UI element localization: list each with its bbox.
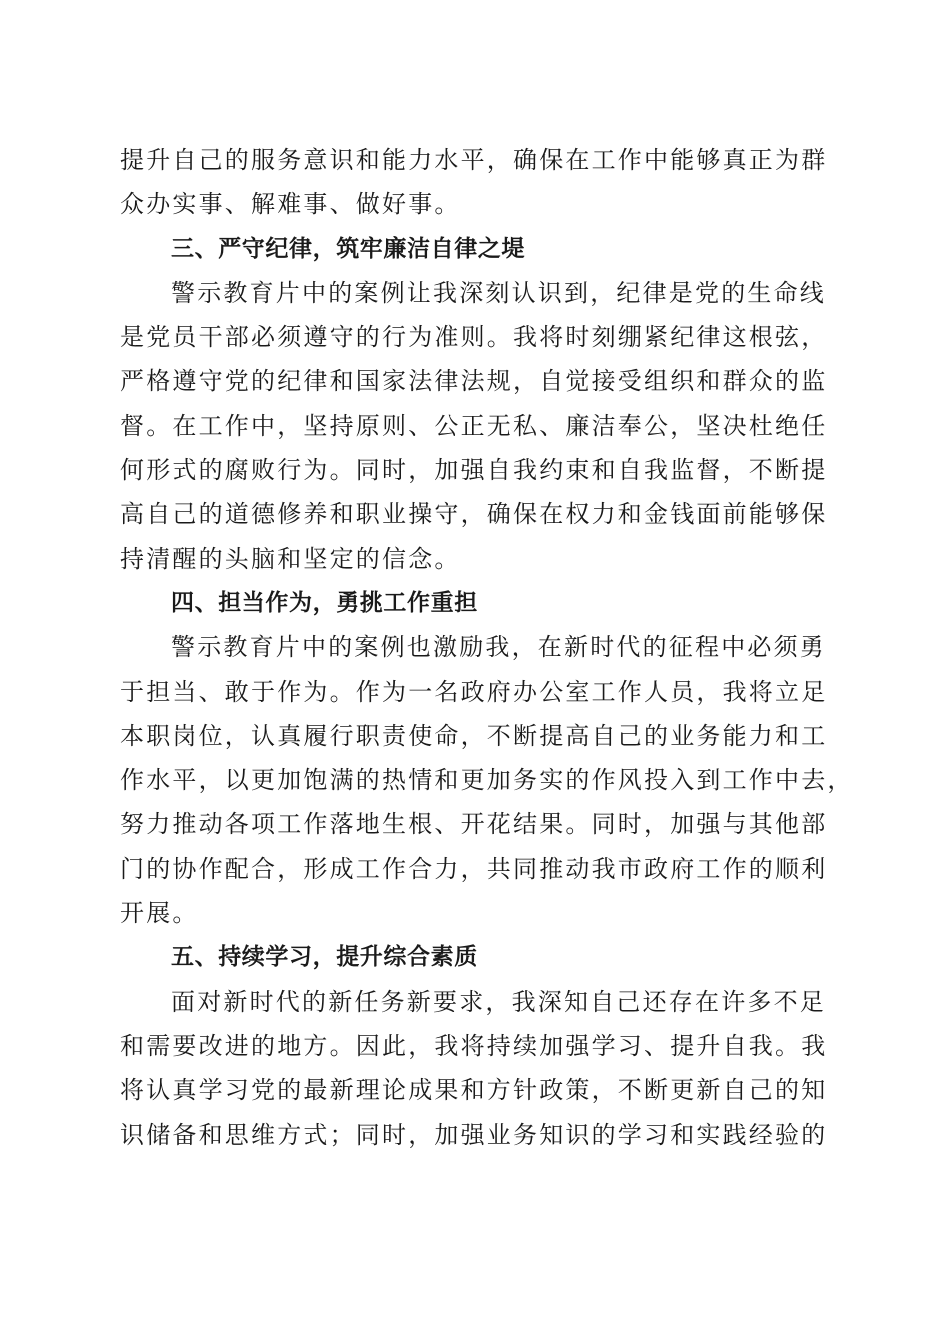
paragraph-line: 持清醒的头脑和坚定的信念。	[120, 544, 461, 573]
paragraph-line: 门的协作配合，形成工作合力，共同推动我市政府工作的顺利	[120, 854, 828, 883]
paragraph-line: 严格遵守党的纪律和国家法律法规，自觉接受组织和群众的监	[120, 367, 828, 396]
section-heading-5: 五、持续学习，提升综合素质	[171, 944, 478, 971]
paragraph-line: 何形式的腐败行为。同时，加强自我约束和自我监督，不断提	[120, 456, 828, 485]
paragraph-line: 提升自己的服务意识和能力水平，确保在工作中能够真正为群	[120, 146, 828, 174]
paragraph-line: 将认真学习党的最新理论成果和方针政策，不断更新自己的知	[120, 1076, 828, 1105]
paragraph-line: 努力推动各项工作落地生根、开花结果。同时，加强与其他部	[120, 810, 828, 839]
paragraph-line: 本职岗位，认真履行职责使命，不断提高自己的业务能力和工	[120, 721, 828, 750]
paragraph-line: 作水平，以更加饱满的热情和更加务实的作风投入到工作中去，	[120, 766, 854, 795]
paragraph-learning	[120, 980, 830, 1157]
paragraph-line: 是党员干部必须遵守的行为准则。我将时刻绷紧纪律这根弦，	[120, 323, 828, 352]
section-heading-3: 三、严守纪律，筑牢廉洁自律之堤	[171, 235, 525, 262]
paragraph-line: 识储备和思维方式；同时，加强业务知识的学习和实践经验的	[120, 1120, 828, 1149]
paragraph-line: 众办实事、解难事、做好事。	[120, 190, 461, 219]
paragraph-line: 面对新时代的新任务新要求，我深知自己还存在许多不足	[171, 987, 826, 1016]
paragraph-line: 警示教育片中的案例也激励我，在新时代的征程中必须勇	[171, 633, 826, 662]
document-page	[120, 138, 854, 1157]
paragraph-responsibility	[120, 625, 854, 935]
paragraph-continuation	[120, 138, 830, 227]
paragraph-line: 于担当、敢于作为。作为一名政府办公室工作人员，我将立足	[120, 677, 828, 706]
section-heading-4: 四、担当作为，勇挑工作重担	[171, 589, 478, 616]
paragraph-line: 和需要改进的地方。因此，我将持续加强学习、提升自我。我	[120, 1031, 828, 1060]
paragraph-line: 警示教育片中的案例让我深刻认识到，纪律是党的生命线	[171, 278, 826, 307]
paragraph-line: 高自己的道德修养和职业操守，确保在权力和金钱面前能够保	[120, 500, 828, 529]
paragraph-line: 督。在工作中，坚持原则、公正无私、廉洁奉公，坚决杜绝任	[120, 411, 828, 440]
paragraph-discipline	[120, 271, 830, 581]
paragraph-line: 开展。	[120, 899, 199, 928]
